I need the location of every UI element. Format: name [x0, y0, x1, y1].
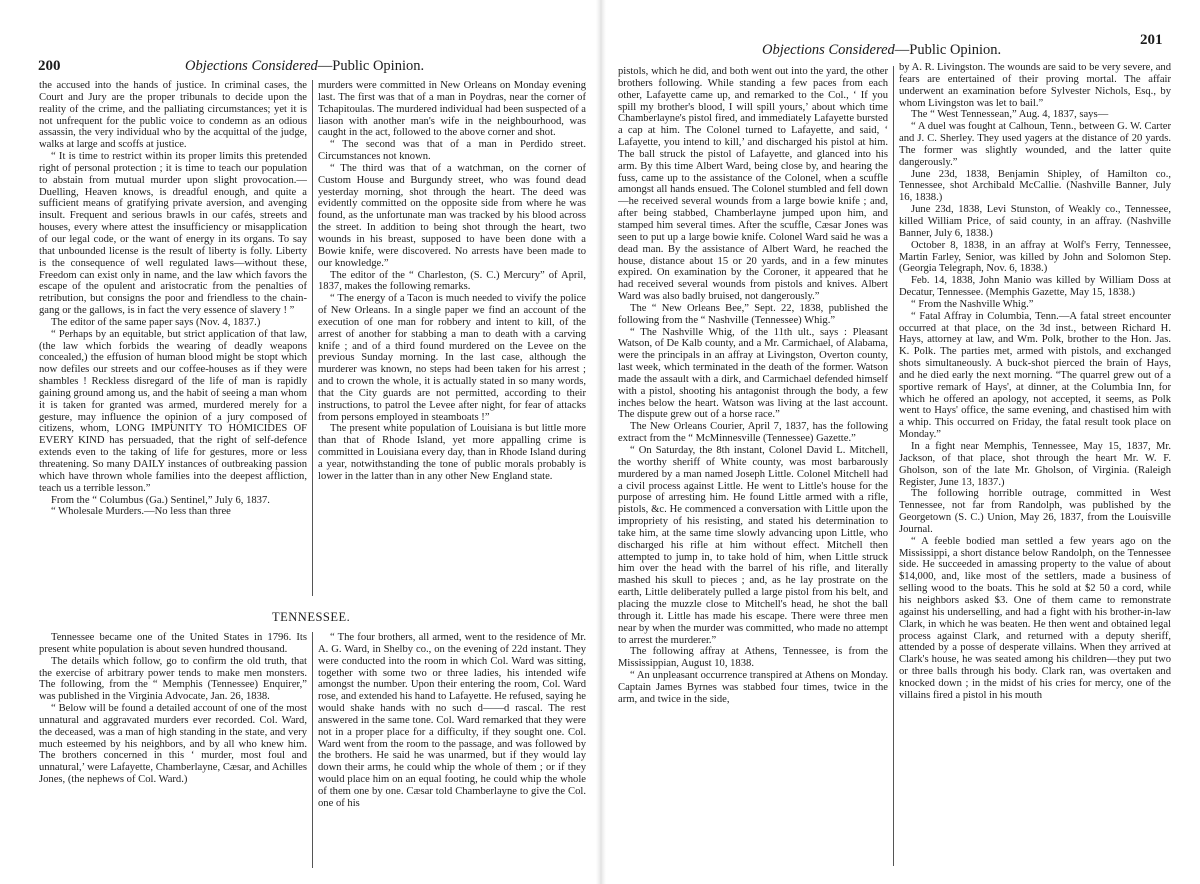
- paragraph: “ Wholesale Murders.—No less than three: [51, 506, 231, 518]
- paragraph: The following horrible outrage, committed in West Tennessee, not far from Randolph, was published by the Georgetown (S. C.) Union, May 26, 1837, from the Louisville Journal.: [899, 488, 1171, 535]
- right-column-1: [618, 66, 888, 866]
- paragraph: “ The four brothers, all armed, went to the residence of Mr. A. G. Ward, in Shelby co., on the evening of 22d instant. They were conducted into the room in which Col. Ward was sitting, together with some two or three ladies, his intended wife amongst the number. Upon their entering the room, Col. Ward rose, and extended his hand to Lafayette. He refused, saying he would shake hands with no such d——d rascal. The rest answered in the same tone. Col. Ward remarked that they were not in a proper place for a difficulty, if they sought one. Col. Ward went from the room to the passage, and was followed by the brothers. He said he was unarmed, but if they would lay down their arms, he could whip the whole of them ; or if they would place him on an equal footing, he could whip the whole of them one by one. Cæsar told Chamberlayne to give the Col. one of his: [318, 632, 586, 809]
- paragraph: “ On Saturday, the 8th instant, Colonel David L. Mitchell, the worthy sheriff of White county, was most barbarously murdered by a man named Joseph Little. Colonel Mitchell had a civil process against Little. He went to Little's house for the purpose of arresting him. He found Little armed with a rifle, pistols, &c. He commenced a conversation with Little upon the impropriety of his resisting, and stated his determination to take him, at the same time slowly advancing upon Little, who discharged his rifle at him without effect. Mitchell then attempted to jump in, to take hold of him, when Little struck him over the head with the barrel of his rifle, and literally mashed his skull to pieces ; and, as he lay prostrate on the earth, Little deliberately pulled a large pistol from his belt, and placing the muzzle close to Mitchell's head, he shot the ball through it. Little has made his escape. There were three men near by when the murder was committed, who made no attempt to arrest the murderer.”: [618, 445, 888, 646]
- left-column-3: [39, 632, 307, 872]
- paragraph: The editor of the same paper says (Nov. 4, 1837.): [51, 316, 261, 328]
- left-running-head: [185, 58, 424, 75]
- right-running-head-italic: Objections Considered: [762, 42, 895, 58]
- right-page: [600, 0, 1200, 884]
- left-column-2: [318, 80, 586, 600]
- paragraph: by A. R. Livingston. The wounds are said to be very severe, and fears are entertained of their proving mortal. The affair underwent an examination before Sylvester Nichols, Esq., by whom Livingston was let to bail.”: [899, 62, 1171, 109]
- right-column-2: [899, 62, 1171, 870]
- left-running-head-italic: Objections Considered: [185, 58, 318, 74]
- paragraph: “ A feeble bodied man settled a few years ago on the Mississippi, a short distance below Randolph, on the Tennessee side. He succeeded in amassing property to the value of about $14,000, and, like most of the settlers, made a business of selling wood to the boats. This he sold at $2 50 a cord, while his neighbors asked $3. One of them came to remonstrate against his underselling, and had a fight with his brother-in-law Clark, in which he was beaten. He then went and obtained legal process against Clark, and returned with a deputy sheriff, attended by a posse of desperate villains. When they arrived at Clark's house, he was seated among his children—they put two or three balls through his body. Clark ran, was overtaken and knocked down ; in the midst of his cries for mercy, one of the villains fired a pistol in his mouth: [899, 535, 1171, 701]
- paragraph: “ The third was that of a watchman, on the corner of Custom House and Burgundy street, who was found dead yesterday morning, shot through the heart. The deed was evidently committed on the opposite side from where he was found, as the unfortunate man was tracked by his blood across the street. In addition to being shot through the heart, two wounds in his breast, supposed to have been done with a Bowie knife, were discovered. No arrests have been made to our knowledge.”: [318, 162, 586, 269]
- paragraph: “ From the Nashville Whig.”: [911, 298, 1034, 310]
- column-rule: [893, 66, 894, 866]
- paragraph: “ Perhaps by an equitable, but strict application of that law, (the law which forbids the wearing of deadly weapons concealed,) the effusion of human blood might be stopt which now defiles our streets and our coffee-houses as if they were shambles ! Reckless disregard of the life of man is rapidly gaining ground among us, and the habit of seeing a man whom it is taken for granted was armed, murdered merely for a gesture, may influence the opinion of a jury composed of citizens, whom, LONG IMPUNITY TO HOMICIDES OF EVERY KIND has persuaded, that the right of self-defence extends even to the taking of life for gestures, more or less threatening. So many DAILY instances of outbreaking passion which have thrown whole families into the deepest affliction, teach us a terrible lesson.”: [39, 328, 307, 494]
- paragraph: The “ New Orleans Bee,” Sept. 22, 1838, published the following from the “ Nashville (Tennessee) Whig.”: [618, 302, 888, 326]
- paragraph: “ It is time to restrict within its proper limits this pretended right of personal protection ; it is time to teach our population to abstain from mutual murder upon slight provocation.—Duelling, Heaven knows, is dreadful enough, and quite a sufficient means of gratifying private aversion, and avenging insult. Frequent and serious brawls in our cafés, streets and houses, every where attest the insufficiency or misapplication of our legal code, or the want of energy in its organs. To say that unbounded license is the result of liberty is folly. Liberty is the consequence of well regulated laws—without these, Freedom can exist only in name, and the law which favors the escape of the opulent and aristocratic from the penalties of retribution, but consigns the poor and friendless to the chain-gang or the gallows, is in fact the very essence of slavery ! ”: [39, 151, 307, 317]
- paragraph: “ The Nashville Whig, of the 11th ult., says : Pleasant Watson, of De Kalb county, and a Mr. Carmichael, of Alabama, were the principals in an affray at Livingston, Overton county, last week, which terminated in the death of the former. Watson made the assault with a dirk, and Carmichael defended himself with a pistol, shooting his antagonist through the body, a few inches below the heart. Watson was living at the last account. The dispute grew out of a horse race.”: [618, 326, 888, 421]
- section-title: TENNESSEE.: [272, 610, 351, 624]
- paragraph: June 23d, 1838, Levi Stunston, of Weakly co., Tennessee, killed William Price, of said county, in an affray. (Nashville Banner, July 6, 1838.): [899, 204, 1171, 239]
- right-running-head-rest: —Public Opinion.: [894, 42, 1002, 58]
- paragraph: The details which follow, go to confirm the old truth, that the exercise of arbitrary power tends to make men monsters. The following, from the “ Memphis (Tennessee) Enquirer,” was published in the Virginia Advocate, Jan. 26, 1838.: [39, 655, 307, 703]
- paragraph: In a fight near Memphis, Tennessee, May 15, 1837, Mr. Jackson, of that place, shot through the heart Mr. W. F. Gholson, son of the late Mr. Gholson, of Virginia. (Raleigh Register, June 13, 1837.): [899, 441, 1171, 488]
- paragraph: pistols, which he did, and both went out into the yard, the other brothers following. While standing a few paces from each other, Lafayette came up, and remarked to the Col., ‘ If you spill my brother's blood, I will spill yours,’ about which time Chamberlayne's pistol fired, and immediately Lafayette bursted a cap at him. The Colonel turned to Lafayette, and said, ‘ Lafayette, you intend to kill,’ and discharged his pistol at him. The ball struck the pistol of Lafayette, and glanced into his arm. By this time Albert Ward, being close by, and hearing the fuss, came up to the assistance of the Colonel, when a scuffle amongst all hands ensued. The Colonel stumbled and fell down—he received several wounds from a large bowie knife ; and, after being stabbed, Chamberlayne jumped upon him, and stamped him several times. After the scuffle, Cæsar Jones was seen to put up a large bowie knife. Colonel Ward said he was a dead man. By the assistance of Albert Ward, he reached the house, distance about 15 or 20 yards, and in a few minutes expired. On examination by the Coroner, it appeared that he had received several wounds from pistols and knives. Albert Ward was also badly bruised, not dangerously.”: [618, 66, 888, 303]
- column-rule: [312, 80, 313, 596]
- left-running-head-rest: —Public Opinion.: [317, 58, 425, 74]
- paragraph: “ Fatal Affray in Columbia, Tenn.—A fatal street encounter occurred at that place, on the 3d inst., between Richard H. Hays, attorney at law, and Wm. Polk, brother to the Hon. Jas. K. Polk. The parties met, armed with pistols, and exchanged shots simultaneously. A buck-shot pierced the brain of Hays, and he died early the next morning. “The quarrel grew out of a sportive remark of Hays', at dinner, at the Columbia Inn, for which he offered an apology, not accepted, it seems, as Polk went to Hays' office, the same evening, and chastised him with a whip. This occurred on Friday, the fatal result took place on Monday.”: [899, 310, 1171, 441]
- paragraph: October 8, 1838, in an affray at Wolf's Ferry, Tennessee, Martin Farley, Senior, was killed by John and Solomon Step. (Georgia Telegraph, Nov. 6, 1838.): [899, 239, 1171, 275]
- right-page-number: 201: [1140, 32, 1163, 48]
- paragraph: “ A duel was fought at Calhoun, Tenn., between G. W. Carter and J. C. Sherley. They used yagers at the distance of 20 yards. The former was slightly wounded, and the latter quite dangerously.”: [899, 121, 1171, 168]
- left-column-4: [318, 632, 586, 872]
- paragraph: June 23d, 1838, Benjamin Shipley, of Hamilton co., Tennessee, shot Archibald McCallie. (Nashville Banner, July 16, 1838.): [899, 168, 1171, 204]
- paragraph: “ An unpleasant occurrence transpired at Athens on Monday. Captain James Byrnes was stabbed four times, twice in the arm, and twice in the side,: [618, 670, 888, 705]
- paragraph: Tennessee became one of the United States in 1796. Its present white population is about seven hundred thousand.: [39, 632, 307, 655]
- paragraph: The New Orleans Courier, April 7, 1837, has the following extract from the “ McMinnesville (Tennessee) Gazette.”: [618, 421, 888, 445]
- paragraph: Feb. 14, 1838, John Manio was killed by William Doss at Decatur, Tennessee. (Memphis Gazette, May 15, 1838.): [899, 275, 1171, 299]
- paragraph: The “ West Tennessean,” Aug. 4, 1837, says—: [911, 109, 1109, 121]
- left-column-1: [39, 80, 307, 600]
- column-rule: [312, 632, 313, 868]
- left-page-number: 200: [38, 58, 61, 74]
- right-running-head: [762, 42, 1001, 59]
- paragraph: “ The second was that of a man in Perdido street. Circumstances not known.: [318, 139, 586, 163]
- paragraph: The following affray at Athens, Tennessee, is from the Mississippian, August 10, 1838.: [618, 646, 888, 670]
- paragraph: “ The energy of a Tacon is much needed to vivify the police of New Orleans. In a single paper we find an account of the execution of one man for robbery and intent to kill, of the arrest of another for stabbing a man to death with a carving knife ; and of a third found murdered on the Levee on the previous Sunday morning. In the last case, although the murderer was known, no steps had been taken for his arrest ; and to crown the whole, it is actually stated in so many words, that the City guards are not permitted, according to their instructions, to patrol the Levee after night, for fear of attacks from persons employed in steamboats !”: [318, 293, 586, 423]
- paragraph: The present white population of Louisiana is but little more than that of Rhode Island, yet more appalling crime is committed in Louisiana every day, than in Rhode Island during a year, notwithstanding the tone of public morals probably is lower in the latter than in any other New England state.: [318, 423, 586, 482]
- paragraph: murders were committed in New Orleans on Monday evening last. The first was that of a man in Poydras, near the corner of Tchapitoulas. The murdered individual had been suspected of a liason with another man's wife in the neighbourhood, was caught in the act, followed to the above corner and shot.: [318, 80, 586, 139]
- paragraph: From the “ Columbus (Ga.) Sentinel,” July 6, 1837.: [51, 494, 270, 506]
- paragraph: The editor of the “ Charleston, (S. C.) Mercury” of April, 1837, makes the following remarks.: [318, 269, 586, 293]
- paragraph: the accused into the hands of justice. In criminal cases, the Court and Jury are the proper tribunals to decide upon the reality of the crime, and the palliating circumstances; yet it is not unfrequent for the public voice to condemn as an odious assassin, the very individual who by the acquittal of the judge, walks at large and scoffs at justice.: [39, 80, 307, 151]
- paragraph: “ Below will be found a detailed account of one of the most unnatural and aggravated murders ever recorded. Col. Ward, the deceased, was a man of high standing in the state, and very much esteemed by his neighbors, and by all who knew him. The brothers concerned in this ‘ murder, most foul and unnatural,’ were Lafayette, Chamberlayne, Cæsar, and Achilles Jones, (the nephews of Col. Ward.): [39, 703, 307, 786]
